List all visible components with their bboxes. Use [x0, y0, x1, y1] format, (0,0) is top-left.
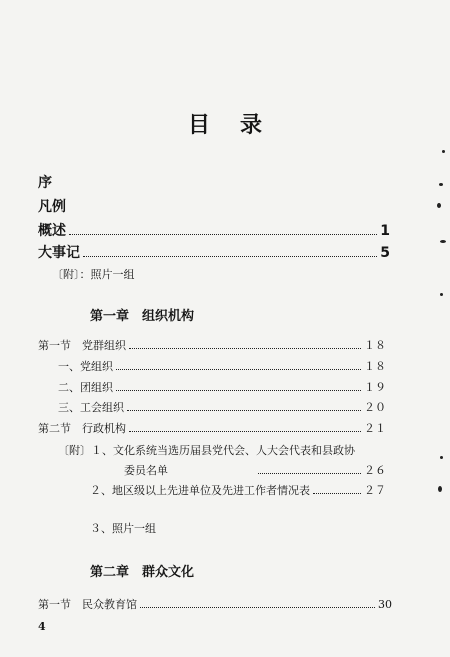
toc-ch1-item3[interactable]	[58, 399, 386, 415]
toc-label: 委员名单	[124, 464, 168, 477]
toc-label: 三、工会组织	[58, 401, 124, 414]
dot-leader	[127, 410, 361, 411]
toc-preface: 序	[38, 175, 52, 191]
dot-leader	[129, 348, 361, 349]
toc-overview-label: 概述	[38, 223, 66, 239]
toc-overview[interactable]	[38, 220, 390, 240]
dot-leader	[69, 234, 377, 235]
dot-leader	[116, 369, 361, 370]
scan-speck	[440, 293, 443, 296]
toc-page: ２１	[364, 422, 386, 435]
toc-attach-photos: 〔附〕：照片一组	[52, 268, 135, 281]
toc-label: 一、党组织	[58, 360, 113, 373]
title-char-right: 录	[240, 113, 263, 138]
title-char-left: 目	[188, 113, 211, 138]
scan-speck	[438, 486, 442, 492]
toc-label: 二、团组织	[58, 381, 113, 394]
dot-leader	[129, 431, 361, 432]
toc-page: １８	[364, 360, 386, 373]
toc-page: ２０	[364, 401, 386, 414]
dot-leader	[313, 493, 361, 494]
dot-leader	[140, 607, 375, 608]
toc-ch1-section2[interactable]	[38, 420, 386, 436]
dot-leader	[83, 256, 377, 257]
chapter-2-title: 第二章 群众文化	[90, 565, 195, 580]
toc-label: ２、地区级以上先进单位及先进工作者情况表	[90, 484, 310, 497]
toc-ch1-attach3: ３、照片一组	[90, 522, 156, 535]
toc-ch2-section1[interactable]	[38, 596, 392, 612]
toc-page: ２７	[364, 484, 386, 497]
scan-speck	[437, 203, 441, 208]
toc-label: 第一节 民众教育馆	[38, 598, 137, 611]
toc-label: 第二节 行政机构	[38, 422, 126, 435]
toc-ch1-item2[interactable]	[58, 379, 386, 395]
toc-page: １９	[364, 381, 386, 394]
toc-ch1-attach1-line1: 〔附〕１、文化系统当选历届县党代会、人大会代表和县政协	[58, 444, 355, 457]
toc-page: １８	[364, 339, 386, 352]
scan-speck	[442, 150, 445, 153]
page-number: 4	[38, 620, 46, 633]
scan-speck	[440, 240, 446, 243]
dot-leader	[116, 390, 361, 391]
toc-page: ２６	[364, 464, 386, 477]
toc-ch1-attach1-line2[interactable]	[124, 462, 386, 478]
dot-leader	[258, 473, 361, 474]
toc-overview-page: 1	[380, 223, 390, 239]
toc-label: 第一节 党群组织	[38, 339, 126, 352]
toc-ch1-item1[interactable]	[58, 358, 386, 374]
toc-notes: 凡例	[38, 199, 66, 215]
toc-events-page: 5	[380, 245, 390, 261]
scan-speck	[440, 456, 443, 459]
page-title	[188, 108, 262, 139]
scan-speck	[439, 183, 443, 186]
toc-ch1-attach2[interactable]	[90, 482, 386, 498]
toc-page: 30	[378, 598, 392, 611]
toc-ch1-section1[interactable]	[38, 337, 386, 353]
toc-events[interactable]	[38, 242, 390, 262]
chapter-1-title: 第一章 组织机构	[90, 309, 195, 324]
toc-events-label: 大事记	[38, 245, 80, 261]
